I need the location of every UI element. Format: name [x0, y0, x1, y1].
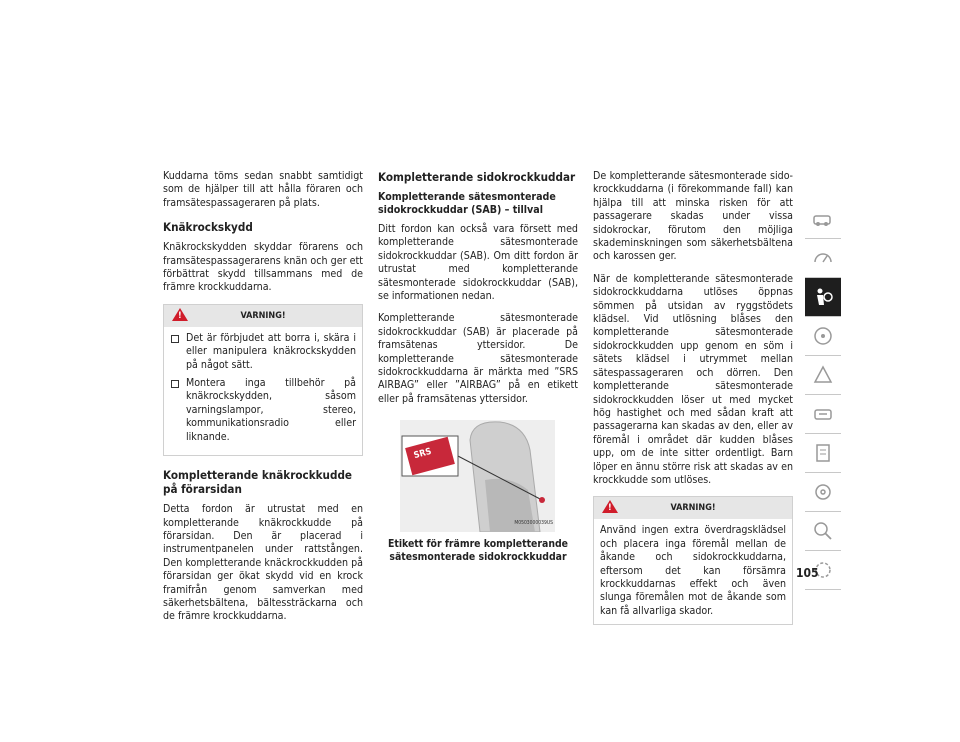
heading-sab: Kompletterande sätesmonterade sidokrockkuddar (SAB) – tillval	[378, 191, 556, 216]
tab-multimedia[interactable]	[805, 473, 841, 512]
tab-driving[interactable]	[805, 317, 841, 356]
breakdown-icon	[811, 363, 835, 387]
warning-item: Det är förbjudet att borra i, skära i eller manipulera knäkrockskydden på något sätt.	[170, 332, 356, 372]
bullet-box-icon	[171, 335, 179, 343]
bullet-box-icon	[171, 380, 179, 388]
heading-knee-airbag: Knäkrockskydd	[163, 220, 253, 235]
knee-paragraph: Knäkrockskydden skyddar förarens och framsätespassagerarens knän och ger ett förbättrat skydd tillsammans med de främre krockkuddarna.	[163, 241, 363, 294]
car-info-icon	[811, 207, 835, 231]
warning-box-knee	[163, 304, 363, 456]
warning-header	[164, 305, 362, 327]
figure-label-text: SRS	[412, 447, 433, 462]
sab-paragraph-3: De kompletterande sätesmonterade sidokrockkuddarna (i förekommande fall) kan hjälpa till att minska risken för att passagerare skadas under vissa sidokrockar, förutom den möjliga skademinskningen som säkerhetsbältena och karossen ger.	[593, 170, 793, 263]
sab-paragraph-4: När de kompletterande sätesmonterade sidokrockkuddarna utlöses öppnas sömmen på utsidan av ryggstödets klädsel. Vid utlösning blåses den kompletterande sätesmonterade sidokrockkudden upp genom en söm i sätets klädsel i utrymmet mellan sätespassageraren och dörren. Den kompletterande sätesmonterade sidokrockkudden löser ut med mycket hög hastighet och med sådan kraft att passagerarna kan skadas av den, eller av föremål i området där kudden blåses upp, om de inte sitter ordentligt. Barn löper en ännu större risk att skadas av en krockkudde som utlöses.	[593, 272, 793, 486]
warning-text: Använd ingen extra överdragsklädsel och placera inga föremål mellan de åkande och sidokrockkuddarna, eftersom det kan försämra krockkuddarnas effekt och även slunga föremålen mot de åkande som kan få allvarliga skador.	[600, 524, 786, 617]
specs-icon	[811, 441, 835, 465]
supplementary-knee-paragraph: Detta fordon är utrustat med en kompletterande knäkrockkudde på förarsidan. Den är placerad i instrumentpanelen under rattstången. Den kompletterande knäckrockkudden på förarsidan ger ökat skydd vid en krock framifrån genom samverkan med säkerhetsbältena, bältessträckarna och de främre krockkuddarna.	[163, 503, 363, 623]
tab-car-info[interactable]	[805, 200, 841, 239]
search-icon	[811, 519, 835, 543]
warning-title: VARNING!	[240, 310, 286, 321]
service-icon	[811, 402, 835, 426]
tab-search[interactable]	[805, 512, 841, 551]
multimedia-icon	[811, 480, 835, 504]
sab-paragraph-2: Kompletterande sätesmonterade sidokrockkuddar (SAB) är placerade på framsätenas yttersidor. De kompletterande sätesmonterade sidokrockkuddarna är märkta med ”SRS AIRBAG” eller ”AIRBAG” på en etikett eller på framsätenas yttersidor.	[378, 312, 578, 405]
dashboard-icon	[811, 246, 835, 270]
column-right	[593, 170, 793, 637]
sab-paragraph-1: Ditt fordon kan också vara försett med kompletterande sätesmonterade sidokrockkuddar (SAB). Om ditt fordon är utrustat med kompletterande sätesmonterade sidokrockkuddar (SAB), se informationen nedan.	[378, 223, 578, 303]
warning-box-sab	[593, 496, 793, 625]
intro-paragraph: Kuddarna töms sedan snabbt samtidigt som de hjälper till att hålla föraren och framsätespassageraren på plats.	[163, 170, 363, 209]
page-number: 105	[796, 566, 819, 580]
heading-side-airbags: Kompletterande sidokrockkuddar	[378, 170, 576, 184]
seat-label-figure	[400, 420, 555, 532]
figure-caption: Etikett för främre kompletterande sätesmonterade sidokrockkuddar	[387, 538, 569, 564]
tab-specs[interactable]	[805, 434, 841, 473]
warning-header	[594, 497, 792, 519]
figure-code: M0503000039US	[514, 519, 553, 526]
seat-illustration	[400, 420, 555, 532]
steering-wheel-icon	[811, 324, 835, 348]
heading-supplementary-knee: Kompletterande knäkrockkudde på förarsidan	[163, 468, 352, 497]
warning-triangle-icon: !	[172, 308, 188, 321]
tab-dashboard[interactable]	[805, 239, 841, 278]
column-middle	[378, 170, 578, 564]
tab-service[interactable]	[805, 395, 841, 434]
warning-triangle-icon: !	[602, 500, 618, 513]
warning-title: VARNING!	[670, 503, 716, 514]
chapter-tabs	[805, 200, 841, 590]
tab-safety[interactable]	[805, 278, 841, 317]
airbag-icon	[811, 285, 835, 309]
tab-emergency[interactable]	[805, 356, 841, 395]
column-left	[163, 170, 363, 633]
warning-item: Montera inga tillbehör på knäkrockskydden, såsom varningslampor, stereo, kommunikationsradio eller liknande.	[170, 377, 356, 444]
